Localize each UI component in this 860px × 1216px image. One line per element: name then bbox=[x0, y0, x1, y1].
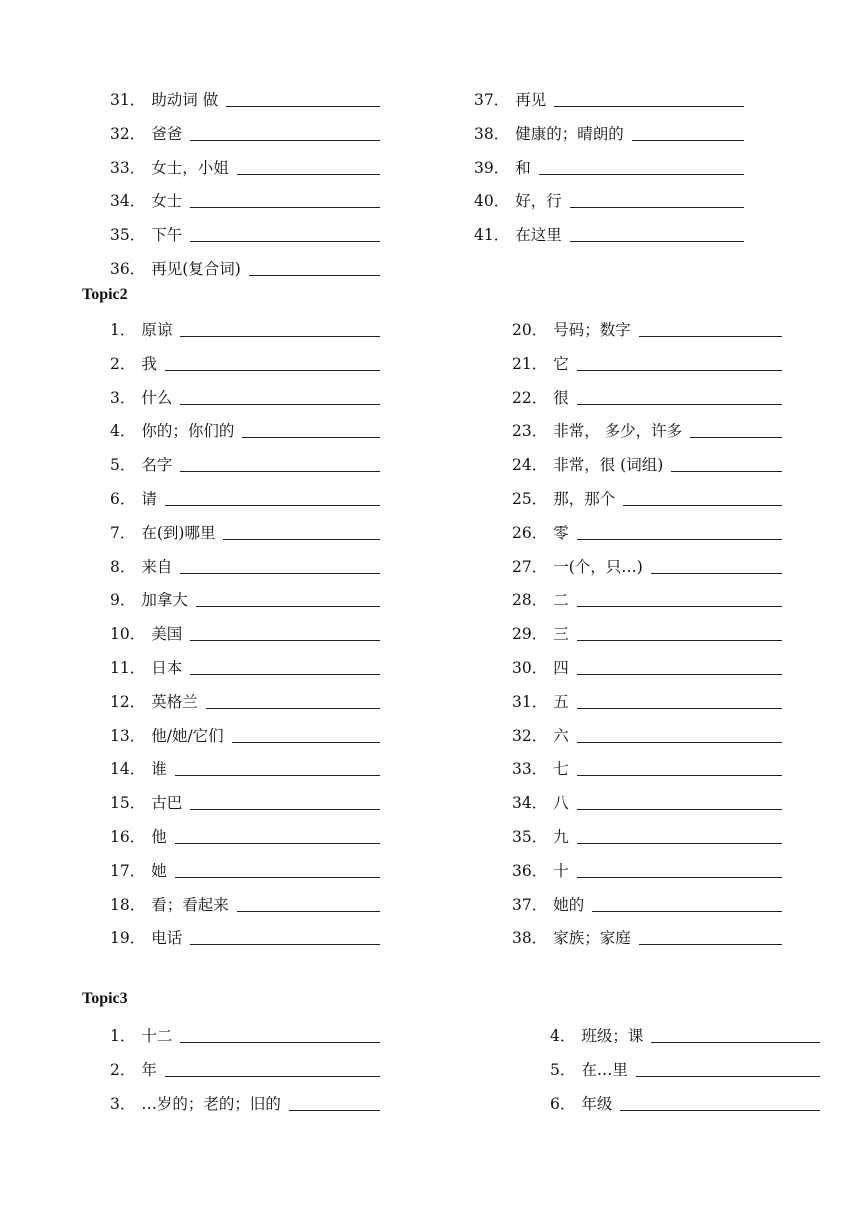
item-label: 健康的；晴朗的 bbox=[515, 124, 624, 143]
item-number: 19． bbox=[110, 929, 146, 948]
item-number: 9． bbox=[110, 591, 136, 610]
item-number: 36． bbox=[512, 861, 548, 880]
answer-blank[interactable] bbox=[651, 1042, 820, 1043]
vocab-item bbox=[512, 622, 782, 644]
vocab-item bbox=[512, 419, 782, 441]
item-number: 38． bbox=[474, 124, 510, 143]
vocab-item bbox=[110, 419, 380, 441]
answer-blank[interactable] bbox=[190, 140, 380, 141]
vocab-item bbox=[512, 859, 782, 881]
item-label: 很 bbox=[553, 388, 569, 407]
item-number: 2． bbox=[110, 1060, 136, 1079]
item-label: 非常，很 (词组) bbox=[553, 456, 664, 475]
item-label: 他 bbox=[151, 828, 167, 846]
answer-blank[interactable] bbox=[671, 471, 782, 472]
item-number: 10． bbox=[110, 625, 146, 644]
item-number: 32． bbox=[512, 726, 548, 745]
item-label: 古巴 bbox=[151, 794, 183, 813]
vocab-item bbox=[110, 757, 380, 779]
item-label: 和 bbox=[515, 158, 531, 177]
vocab-item bbox=[110, 825, 380, 847]
item-number: 1． bbox=[110, 1027, 136, 1045]
topic2-heading: Topic2 bbox=[82, 286, 128, 303]
item-number: 16． bbox=[110, 828, 146, 846]
item-number: 35． bbox=[512, 828, 548, 846]
item-number: 40． bbox=[474, 192, 510, 211]
answer-blank[interactable] bbox=[570, 241, 744, 242]
answer-blank[interactable] bbox=[242, 437, 380, 438]
item-label: 她的 bbox=[553, 895, 585, 914]
item-label: 日本 bbox=[151, 659, 183, 677]
answer-blank[interactable] bbox=[592, 911, 782, 912]
vocab-item bbox=[550, 1058, 820, 1080]
answer-blank[interactable] bbox=[180, 404, 380, 405]
vocab-item bbox=[110, 257, 380, 279]
item-number: 8． bbox=[110, 557, 136, 576]
vocab-item bbox=[512, 656, 782, 678]
answer-blank[interactable] bbox=[237, 174, 380, 175]
item-label: 九 bbox=[553, 828, 569, 846]
answer-blank[interactable] bbox=[232, 742, 380, 743]
answer-blank[interactable] bbox=[577, 843, 782, 844]
item-number: 33． bbox=[512, 760, 548, 779]
item-number: 30． bbox=[512, 659, 548, 677]
item-label: 女士，小姐 bbox=[151, 158, 229, 177]
item-number: 35． bbox=[110, 226, 146, 245]
vocab-item bbox=[512, 352, 782, 374]
item-label: 在…里 bbox=[581, 1060, 628, 1079]
vocab-item bbox=[110, 724, 380, 746]
item-number: 5． bbox=[110, 456, 136, 475]
item-number: 38． bbox=[512, 929, 548, 948]
vocab-item bbox=[110, 156, 380, 178]
vocab-item bbox=[110, 791, 380, 813]
item-label: 她 bbox=[151, 861, 167, 880]
item-number: 22． bbox=[512, 388, 548, 407]
vocab-item bbox=[110, 1024, 380, 1046]
item-label: 六 bbox=[553, 726, 569, 745]
answer-blank[interactable] bbox=[620, 1110, 820, 1111]
vocab-item bbox=[474, 189, 744, 211]
item-label: 八 bbox=[553, 794, 569, 813]
item-label: 谁 bbox=[151, 760, 167, 779]
vocab-item bbox=[110, 893, 380, 915]
answer-blank[interactable] bbox=[577, 708, 782, 709]
item-number: 39． bbox=[474, 158, 510, 177]
item-label: 助动词 做 bbox=[151, 91, 219, 109]
answer-blank[interactable] bbox=[636, 1076, 820, 1077]
answer-blank[interactable] bbox=[190, 674, 380, 675]
answer-blank[interactable] bbox=[577, 606, 782, 607]
item-number: 37． bbox=[512, 895, 548, 914]
vocab-item bbox=[110, 926, 380, 948]
answer-blank[interactable] bbox=[639, 944, 782, 945]
answer-blank[interactable] bbox=[623, 505, 782, 506]
item-number: 18． bbox=[110, 895, 146, 914]
vocab-item bbox=[550, 1024, 820, 1046]
item-number: 36． bbox=[110, 260, 146, 278]
item-label: 号码；数字 bbox=[553, 321, 631, 339]
vocab-item bbox=[512, 521, 782, 543]
item-number: 17． bbox=[110, 861, 146, 880]
item-label: 零 bbox=[553, 523, 569, 542]
item-number: 1． bbox=[110, 321, 136, 339]
answer-blank[interactable] bbox=[190, 809, 380, 810]
answer-blank[interactable] bbox=[180, 336, 380, 337]
answer-blank[interactable] bbox=[690, 437, 782, 438]
vocab-item bbox=[110, 1058, 380, 1080]
item-number: 26． bbox=[512, 523, 548, 542]
vocab-item bbox=[474, 223, 744, 245]
item-label: 我 bbox=[141, 354, 157, 373]
vocab-item bbox=[512, 453, 782, 475]
item-label: 再见 bbox=[515, 91, 547, 109]
item-number: 13． bbox=[110, 726, 146, 745]
answer-blank[interactable] bbox=[165, 505, 380, 506]
item-label: 十 bbox=[553, 861, 569, 880]
vocab-item bbox=[110, 223, 380, 245]
item-number: 2． bbox=[110, 354, 136, 373]
vocab-item bbox=[512, 791, 782, 813]
vocab-item bbox=[512, 318, 782, 340]
item-label: 看；看起来 bbox=[151, 895, 229, 914]
item-number: 41． bbox=[474, 226, 510, 245]
vocab-item bbox=[110, 521, 380, 543]
vocab-item bbox=[110, 487, 380, 509]
item-number: 4． bbox=[550, 1027, 576, 1045]
answer-blank[interactable] bbox=[577, 640, 782, 641]
vocab-item bbox=[512, 690, 782, 712]
answer-blank[interactable] bbox=[237, 911, 380, 912]
answer-blank[interactable] bbox=[226, 106, 380, 107]
item-number: 28． bbox=[512, 591, 548, 610]
item-label: 班级；课 bbox=[581, 1027, 644, 1045]
item-number: 21． bbox=[512, 354, 548, 373]
answer-blank[interactable] bbox=[632, 140, 744, 141]
item-number: 33． bbox=[110, 158, 146, 177]
answer-blank[interactable] bbox=[539, 174, 744, 175]
item-number: 3． bbox=[110, 388, 136, 407]
vocab-item bbox=[110, 453, 380, 475]
item-number: 20． bbox=[512, 321, 548, 339]
vocab-item bbox=[474, 156, 744, 178]
answer-blank[interactable] bbox=[577, 674, 782, 675]
answer-blank[interactable] bbox=[577, 404, 782, 405]
vocab-item bbox=[550, 1092, 820, 1114]
item-label: 三 bbox=[553, 625, 569, 644]
answer-blank[interactable] bbox=[190, 944, 380, 945]
item-label: 在(到)哪里 bbox=[141, 523, 216, 542]
answer-blank[interactable] bbox=[577, 742, 782, 743]
item-number: 6． bbox=[550, 1094, 576, 1113]
answer-blank[interactable] bbox=[190, 241, 380, 242]
item-label: 十二 bbox=[141, 1027, 173, 1045]
vocab-item bbox=[110, 588, 380, 610]
item-label: 你的；你们的 bbox=[141, 422, 235, 441]
answer-blank[interactable] bbox=[190, 640, 380, 641]
answer-blank[interactable] bbox=[639, 336, 782, 337]
answer-blank[interactable] bbox=[175, 775, 380, 776]
item-label: 美国 bbox=[151, 625, 183, 644]
vocab-item bbox=[110, 88, 380, 110]
item-label: 什么 bbox=[141, 388, 173, 407]
answer-blank[interactable] bbox=[165, 1076, 380, 1077]
item-label: 那，那个 bbox=[553, 490, 616, 508]
answer-blank[interactable] bbox=[577, 370, 782, 371]
item-label: 名字 bbox=[141, 456, 173, 475]
item-number: 7． bbox=[110, 523, 136, 542]
vocab-item bbox=[512, 825, 782, 847]
item-label: 它 bbox=[553, 354, 569, 373]
vocab-item bbox=[474, 122, 744, 144]
item-number: 24． bbox=[512, 456, 548, 475]
vocab-item bbox=[110, 122, 380, 144]
vocab-item bbox=[512, 487, 782, 509]
item-label: 好，行 bbox=[515, 192, 562, 211]
item-number: 34． bbox=[512, 794, 548, 813]
item-label: 二 bbox=[553, 591, 569, 610]
item-label: 爸爸 bbox=[151, 124, 183, 143]
item-label: 四 bbox=[553, 659, 569, 677]
item-number: 32． bbox=[110, 124, 146, 143]
item-label: 请 bbox=[141, 490, 157, 508]
answer-blank[interactable] bbox=[175, 877, 380, 878]
answer-blank[interactable] bbox=[196, 606, 380, 607]
vocab-item bbox=[110, 859, 380, 881]
answer-blank[interactable] bbox=[175, 843, 380, 844]
item-label: 年 bbox=[141, 1060, 157, 1079]
item-number: 37． bbox=[474, 91, 510, 109]
vocab-item bbox=[512, 386, 782, 408]
vocab-item bbox=[512, 893, 782, 915]
answer-blank[interactable] bbox=[249, 275, 380, 276]
item-number: 3． bbox=[110, 1094, 136, 1113]
answer-blank[interactable] bbox=[180, 471, 380, 472]
answer-blank[interactable] bbox=[180, 573, 380, 574]
item-label: 他/她/它们 bbox=[151, 726, 224, 745]
item-number: 6． bbox=[110, 490, 136, 508]
item-number: 12． bbox=[110, 692, 146, 711]
vocab-item bbox=[110, 690, 380, 712]
item-number: 31． bbox=[512, 692, 548, 711]
item-label: 年级 bbox=[581, 1094, 613, 1113]
answer-blank[interactable] bbox=[206, 708, 380, 709]
item-number: 4． bbox=[110, 422, 136, 441]
answer-blank[interactable] bbox=[577, 539, 782, 540]
vocab-item bbox=[110, 386, 380, 408]
item-label: 家族；家庭 bbox=[553, 929, 631, 948]
answer-blank[interactable] bbox=[577, 775, 782, 776]
item-label: 七 bbox=[553, 760, 569, 779]
vocab-item bbox=[110, 656, 380, 678]
answer-blank[interactable] bbox=[223, 539, 380, 540]
answer-blank[interactable] bbox=[165, 370, 380, 371]
vocab-item bbox=[512, 926, 782, 948]
topic3-heading: Topic3 bbox=[82, 990, 128, 1007]
vocab-item bbox=[512, 757, 782, 779]
item-label: 在这里 bbox=[515, 226, 562, 245]
vocab-item bbox=[110, 555, 380, 577]
answer-blank[interactable] bbox=[577, 877, 782, 878]
vocab-item bbox=[474, 88, 744, 110]
item-number: 25． bbox=[512, 490, 548, 508]
item-label: 下午 bbox=[151, 226, 183, 245]
vocab-item bbox=[110, 622, 380, 644]
item-label: 加拿大 bbox=[141, 591, 188, 610]
item-number: 29． bbox=[512, 625, 548, 644]
item-number: 15． bbox=[110, 794, 146, 813]
vocab-item bbox=[512, 724, 782, 746]
item-number: 23． bbox=[512, 422, 548, 441]
vocab-item bbox=[110, 1092, 380, 1114]
vocab-item bbox=[512, 555, 782, 577]
vocab-item bbox=[110, 318, 380, 340]
item-label: 五 bbox=[553, 692, 569, 711]
vocab-item bbox=[110, 352, 380, 374]
item-label: 非常， 多少，许多 bbox=[553, 422, 683, 441]
answer-blank[interactable] bbox=[180, 1042, 380, 1043]
item-label: 女士 bbox=[151, 192, 183, 211]
item-label: 原谅 bbox=[141, 321, 173, 339]
item-number: 27． bbox=[512, 557, 548, 576]
item-number: 5． bbox=[550, 1060, 576, 1079]
item-number: 31． bbox=[110, 91, 146, 109]
item-label: 英格兰 bbox=[151, 692, 198, 711]
item-number: 34． bbox=[110, 192, 146, 211]
answer-blank[interactable] bbox=[289, 1110, 380, 1111]
item-label: 电话 bbox=[151, 929, 183, 948]
item-label: …岁的；老的；旧的 bbox=[141, 1094, 281, 1113]
answer-blank[interactable] bbox=[570, 207, 744, 208]
item-label: 来自 bbox=[141, 557, 173, 576]
item-number: 11． bbox=[110, 659, 146, 677]
vocab-item bbox=[110, 189, 380, 211]
item-number: 14． bbox=[110, 760, 146, 779]
answer-blank[interactable] bbox=[651, 573, 782, 574]
item-label: 一(个，只…) bbox=[553, 557, 643, 576]
item-label: 再见(复合词) bbox=[151, 260, 241, 278]
answer-blank[interactable] bbox=[554, 106, 744, 107]
answer-blank[interactable] bbox=[577, 809, 782, 810]
answer-blank[interactable] bbox=[190, 207, 380, 208]
vocab-item bbox=[512, 588, 782, 610]
